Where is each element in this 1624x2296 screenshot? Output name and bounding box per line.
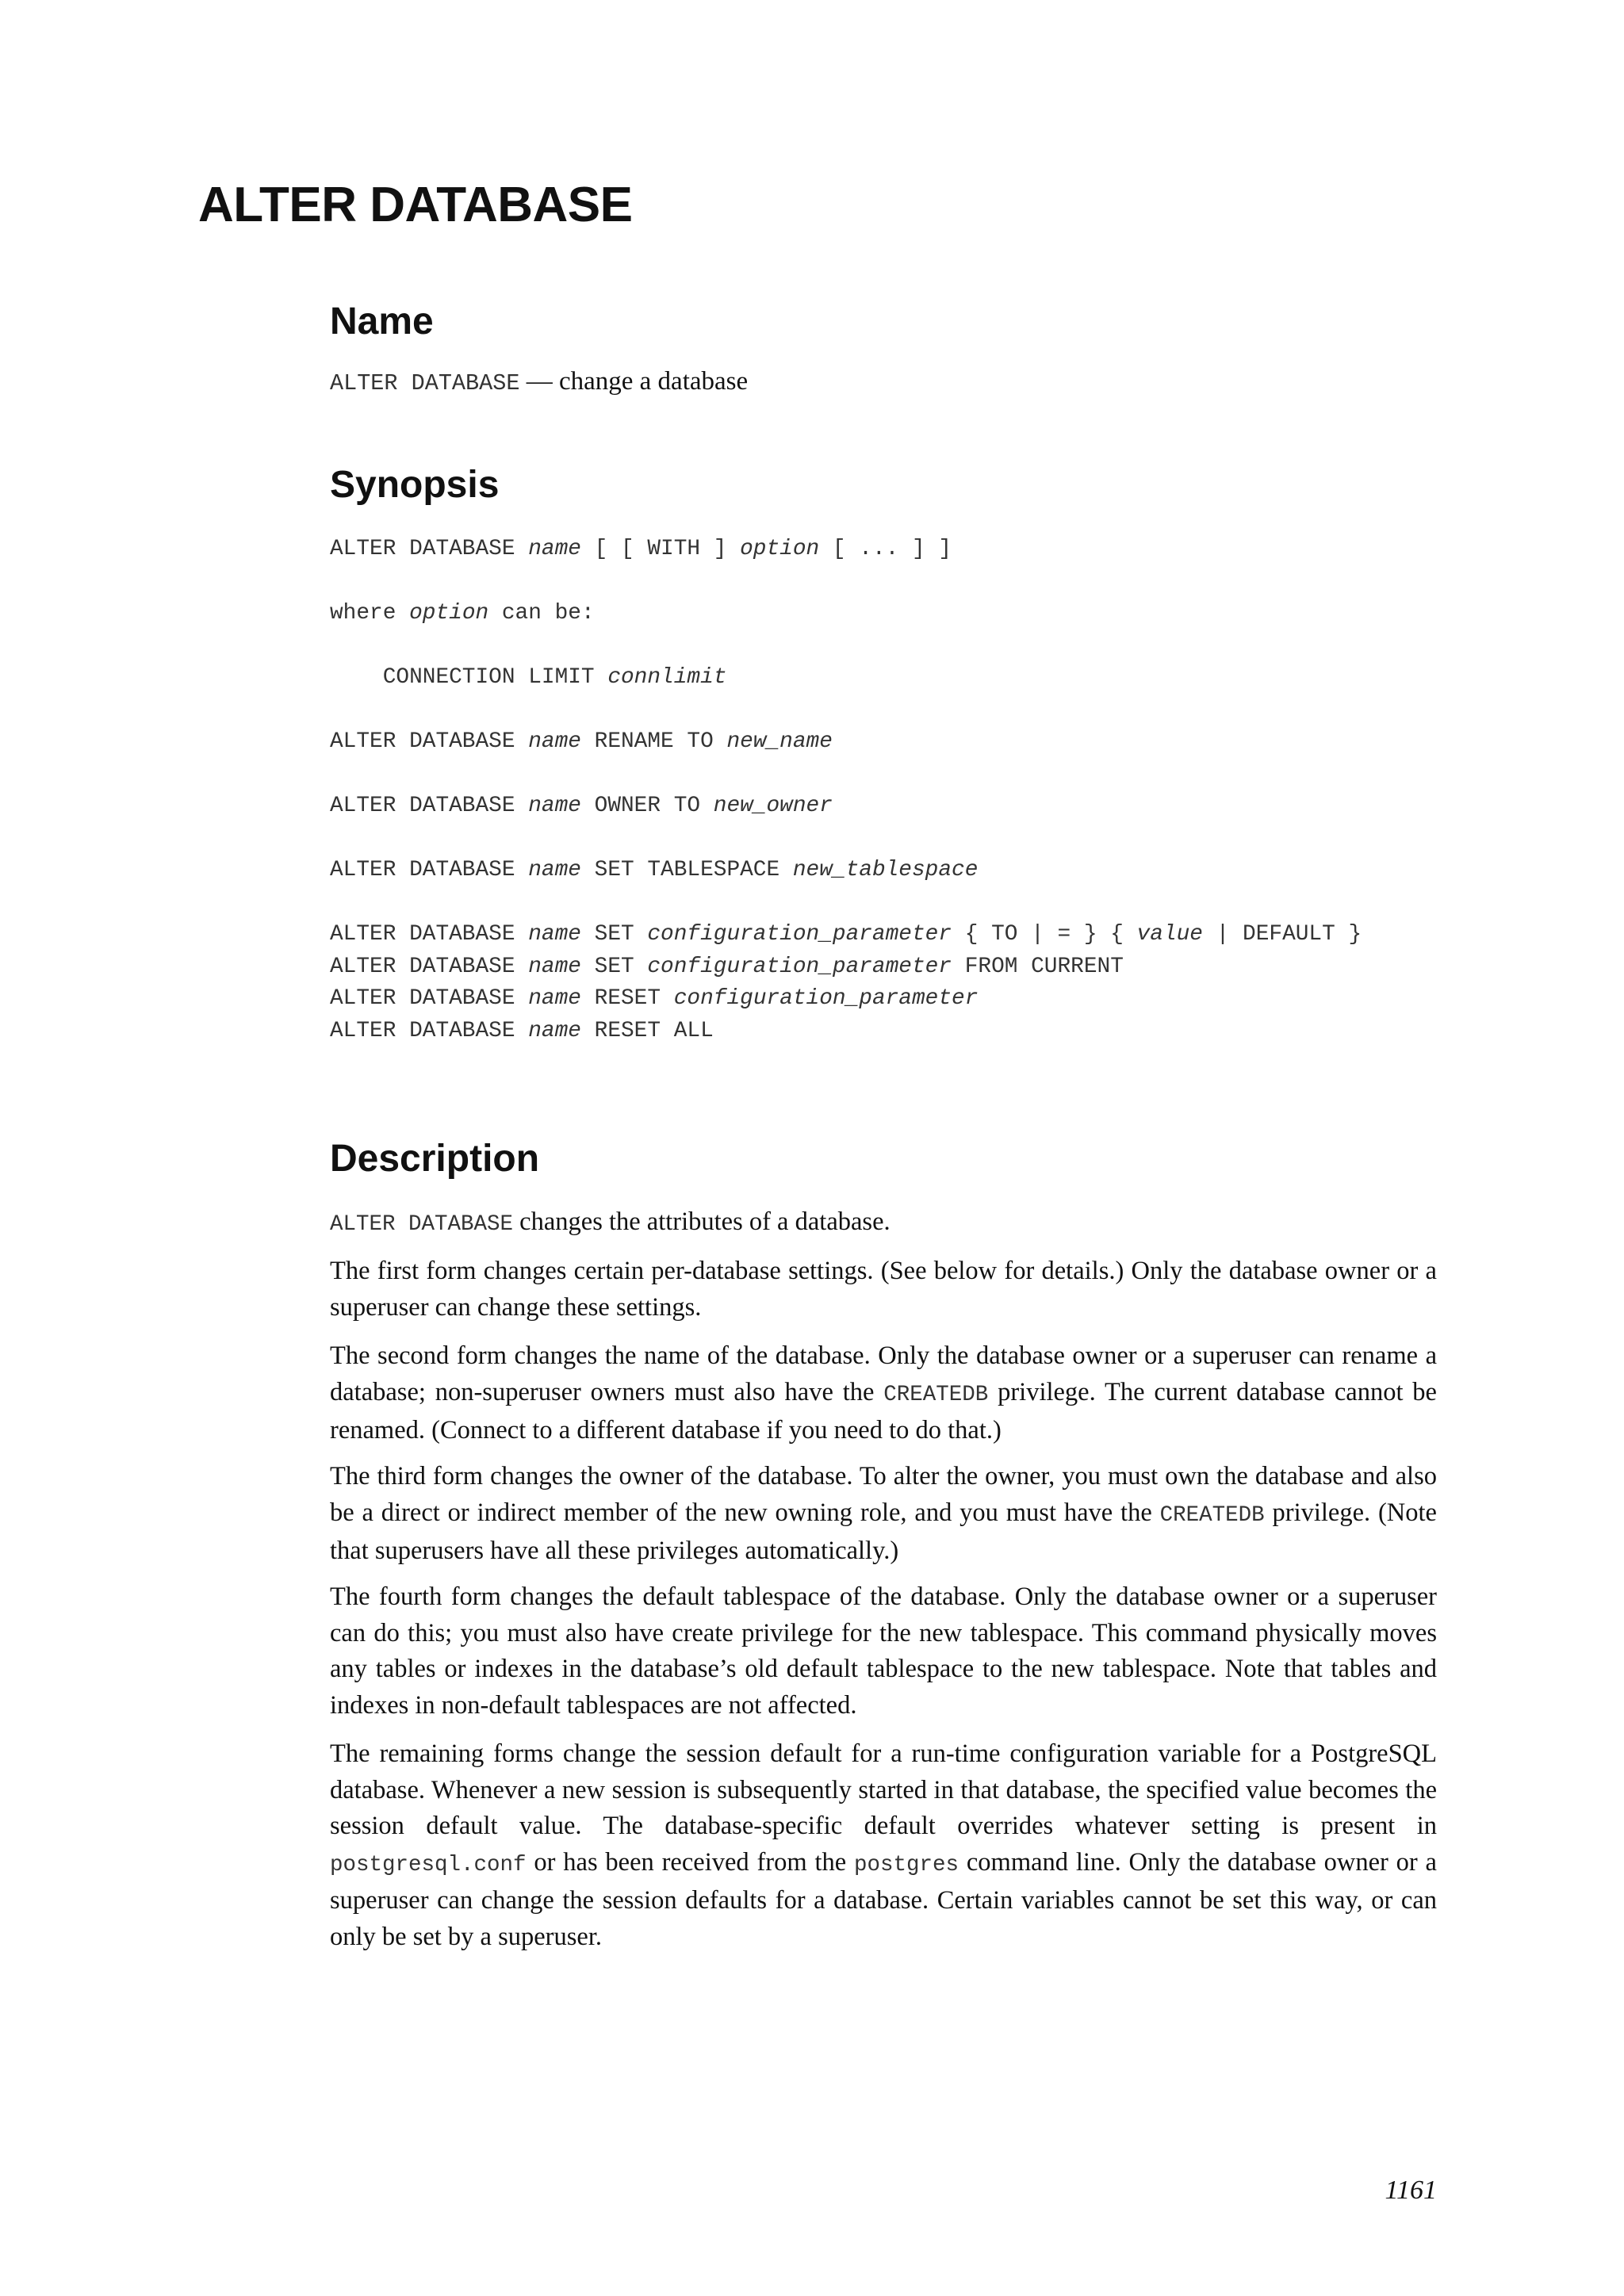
description-paragraph-3: The second form changes the name of the database. Only the database owner or a superuser can rename a database; non-superuser owners must also have the CREATEDB privilege. The current database cannot be renamed. (Connect to a different database if you need to do that.) bbox=[330, 1341, 1437, 1445]
description-heading: Description bbox=[330, 1138, 540, 1180]
page-number: 1161 bbox=[1385, 2175, 1437, 2205]
synopsis-line-7: ALTER DATABASE name SET configuration_parameter { TO | = } { value | DEFAULT } bbox=[330, 922, 1362, 947]
synopsis-line-1: ALTER DATABASE name [ [ WITH ] option [ ... ] ] bbox=[330, 537, 952, 561]
name-summary-text: — change a database bbox=[526, 367, 749, 396]
synopsis-line-2: where option can be: bbox=[330, 601, 595, 626]
description-paragraph-5: The fourth form changes the default tablespace of the database. Only the database owner or a superuser can do this; you must also have create privilege for the new tablespace. This command physically moves any tables or indexes in the database’s old default tablespace to the new tablespace. Note that tables and indexes in non-default tablespaces are not affected. bbox=[330, 1582, 1437, 1720]
page-title: ALTER DATABASE bbox=[198, 178, 633, 232]
synopsis-line-9: ALTER DATABASE name RESET configuration_parameter bbox=[330, 986, 979, 1011]
synopsis-line-5: ALTER DATABASE name OWNER TO new_owner bbox=[330, 794, 833, 818]
synopsis-line-6: ALTER DATABASE name SET TABLESPACE new_tablespace bbox=[330, 858, 979, 882]
name-summary bbox=[330, 363, 748, 402]
description-paragraph-1: ALTER DATABASE changes the attributes of a database. bbox=[330, 1207, 891, 1237]
description-paragraph-6: The remaining forms change the session default for a run-time configuration variable for a PostgreSQL database. Whenever a new session is subsequently started in that database, the specified value becomes the session default value. The database-specific default overrides whatever setting is present in postgresql.conf or has been received from the postgres command line. Only the database owner or a superuser can change the session defaults for a database. Certain variables cannot be set this way, or can only be set by a superuser. bbox=[330, 1739, 1437, 1951]
synopsis-heading: Synopsis bbox=[330, 464, 500, 506]
name-command: ALTER DATABASE bbox=[330, 370, 520, 396]
synopsis-line-3: CONNECTION LIMIT connlimit bbox=[330, 665, 727, 690]
synopsis-line-8: ALTER DATABASE name SET configuration_parameter FROM CURRENT bbox=[330, 955, 1124, 979]
synopsis-line-4: ALTER DATABASE name RENAME TO new_name bbox=[330, 729, 833, 754]
synopsis-line-10: ALTER DATABASE name RESET ALL bbox=[330, 1019, 714, 1043]
description-paragraph-2: The first form changes certain per-database settings. (See below for details.) Only the database owner or a superuser can change these settings. bbox=[330, 1257, 1437, 1322]
description-paragraph-4: The third form changes the owner of the database. To alter the owner, you must own the database and also be a direct or indirect member of the new owning role, and you must have the CREATEDB privilege. (Note that superusers have all these privileges automatically.) bbox=[330, 1462, 1437, 1565]
name-heading: Name bbox=[330, 300, 434, 342]
